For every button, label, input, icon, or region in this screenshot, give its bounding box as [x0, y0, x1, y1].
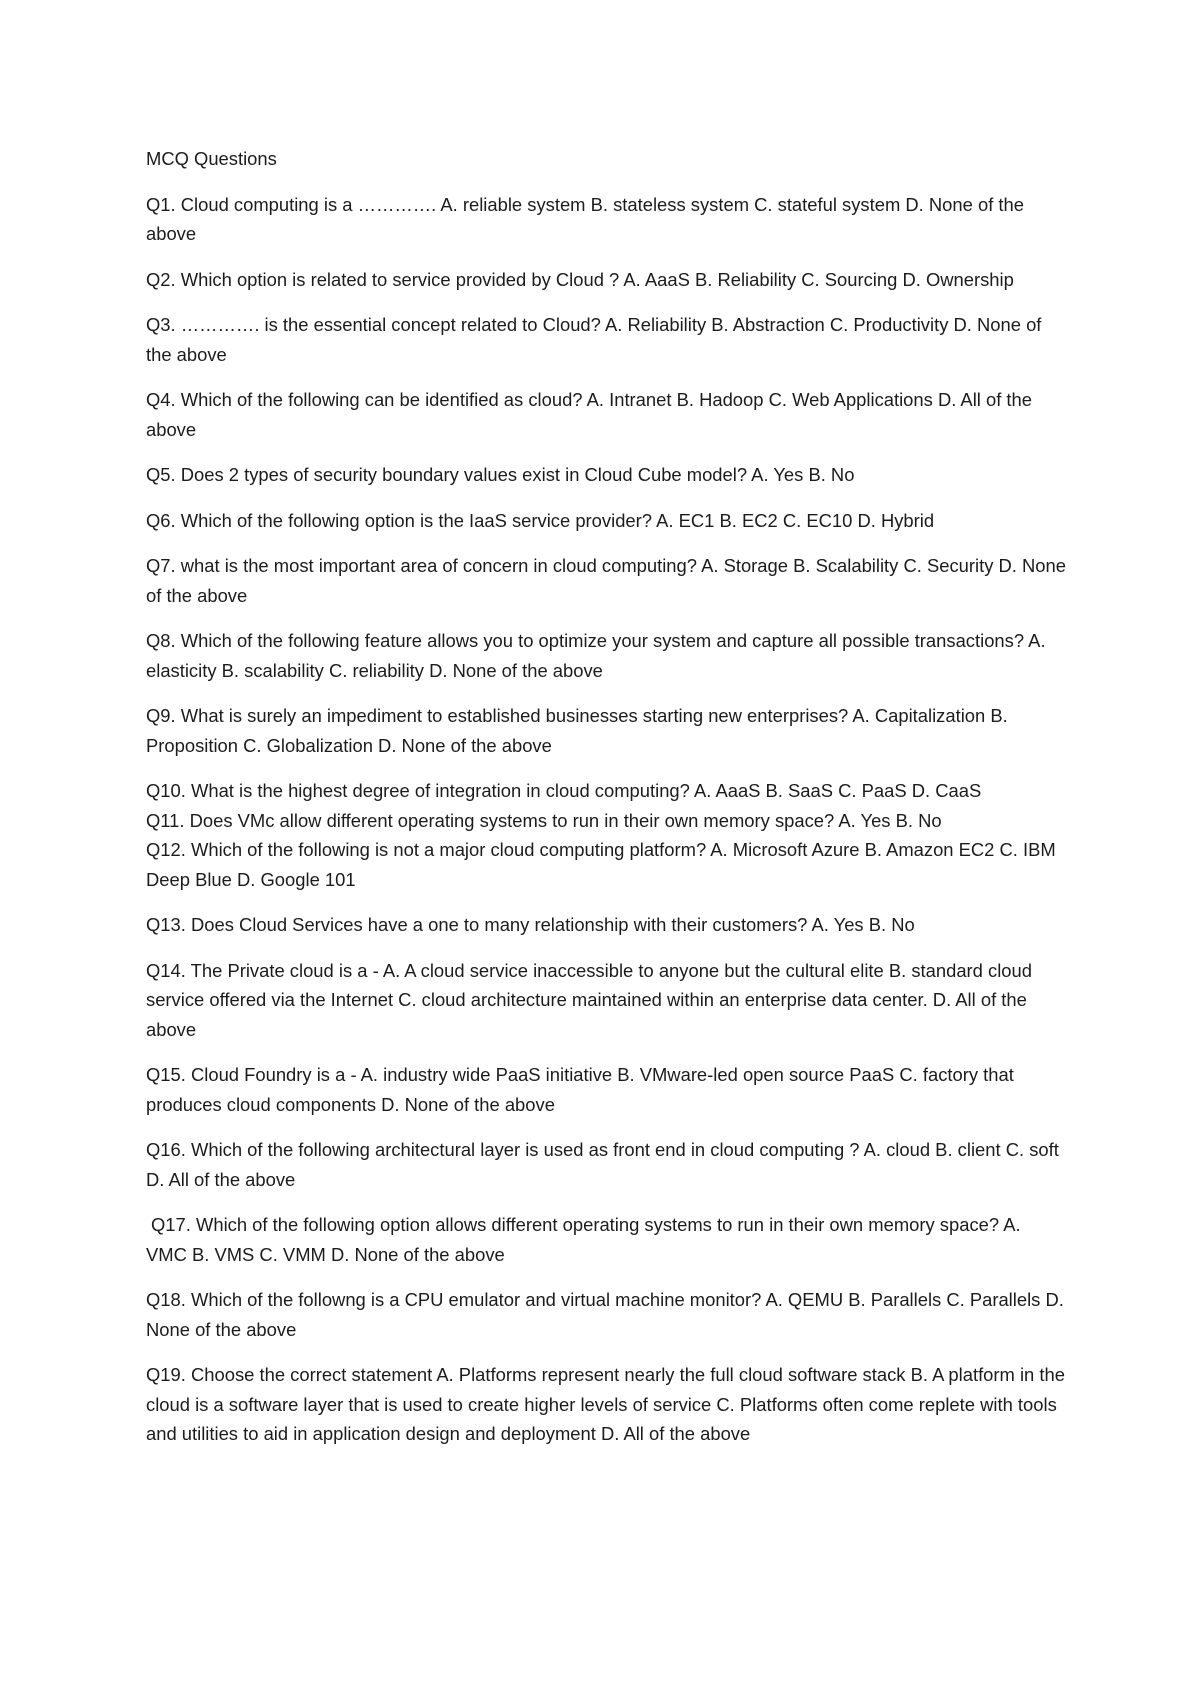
- question-q18: Q18. Which of the followng is a CPU emulator and virtual machine monitor? A. QEMU B. Parallels C. Parallels D. None of the above: [146, 1289, 1064, 1340]
- question-q9: Q9. What is surely an impediment to established businesses starting new enterprises? A. Capitalization B. Proposition C. Globalization D. None of the above: [146, 705, 1008, 756]
- question-q11: Q11. Does VMc allow different operating systems to run in their own memory space? A. Yes B. No: [146, 809, 942, 831]
- document-heading: MCQ Questions: [146, 148, 277, 169]
- question-q16: Q16. Which of the following architectural layer is used as front end in cloud computing ? A. cloud B. client C. soft D. All of the above: [146, 1139, 1059, 1190]
- question-q3: Q3. …………. is the essential concept related to Cloud? A. Reliability B. Abstraction C. Productivity D. None of the above: [146, 314, 1042, 365]
- question-q15: Q15. Cloud Foundry is a - A. industry wide PaaS initiative B. VMware-led open source PaaS C. factory that produces cloud components D. None of the above: [146, 1064, 1014, 1115]
- question-q14: Q14. The Private cloud is a - A. A cloud service inaccessible to anyone but the cultural elite B. standard cloud service offered via the Internet C. cloud architecture maintained within an enterprise data center. D. All of the above: [146, 959, 1032, 1040]
- question-q13: Q13. Does Cloud Services have a one to many relationship with their customers? A. Yes B. No: [146, 914, 915, 935]
- document-body: [146, 144, 1066, 1465]
- question-q1: Q1. Cloud computing is a …………. A. reliable system B. stateless system C. stateful system D. None of the above: [146, 193, 1024, 244]
- question-q8: Q8. Which of the following feature allows you to optimize your system and capture all possible transactions? A. elasticity B. scalability C. reliability D. None of the above: [146, 630, 1046, 681]
- question-q2: Q2. Which option is related to service provided by Cloud ? A. AaaS B. Reliability C. Sourcing D. Ownership: [146, 268, 1014, 290]
- question-q19: Q19. Choose the correct statement A. Platforms represent nearly the full cloud software stack B. A platform in the cloud is a software layer that is used to create higher levels of service C. Platforms often come replete with tools and utilities to aid in application design and deployment D. All of the above: [146, 1364, 1065, 1444]
- question-q12: Q12. Which of the following is not a major cloud computing platform? A. Microsoft Azure B. Amazon EC2 C. IBM Deep Blue D. Google 101: [146, 839, 1056, 890]
- question-q7: Q7. what is the most important area of concern in cloud computing? A. Storage B. Scalability C. Security D. None of the above: [146, 555, 1066, 606]
- question-q4: Q4. Which of the following can be identified as cloud? A. Intranet B. Hadoop C. Web Applications D. All of the above: [146, 389, 1032, 440]
- question-q10: Q10. What is the highest degree of integration in cloud computing? A. AaaS B. SaaS C. PaaS D. CaaS: [146, 780, 982, 801]
- question-q5: Q5. Does 2 types of security boundary values exist in Cloud Cube model? A. Yes B. No: [146, 464, 855, 485]
- question-q17: Q17. Which of the following option allows different operating systems to run in their own memory space? A. VMC B. VMS C. VMM D. None of the above: [146, 1214, 1021, 1265]
- question-q6: Q6. Which of the following option is the IaaS service provider? A. EC1 B. EC2 C. EC10 D. Hybrid: [146, 509, 935, 531]
